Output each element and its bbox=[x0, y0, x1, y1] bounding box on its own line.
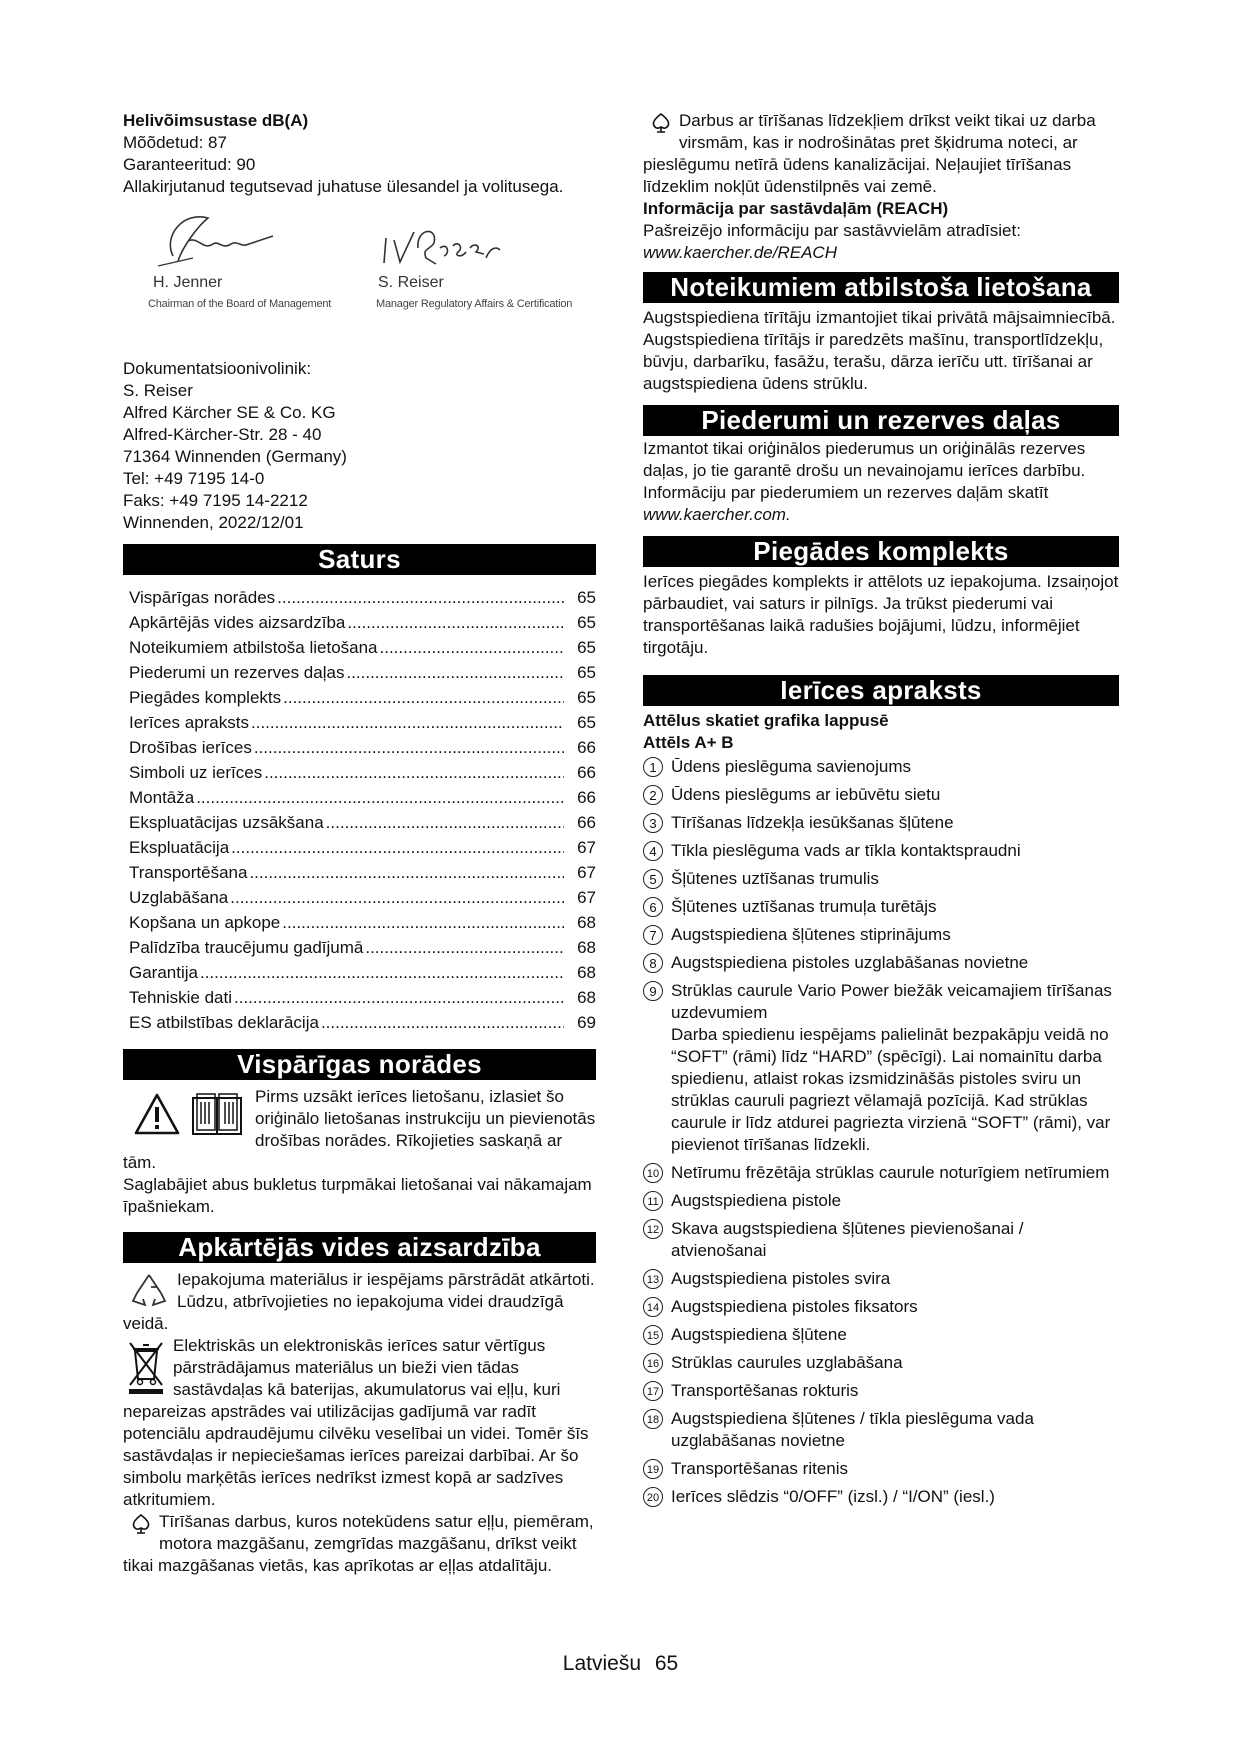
description-item bbox=[643, 952, 1119, 974]
toc-entry-label: Tehniskie dati bbox=[129, 988, 233, 1007]
description-item-text: Strūklas caurule Vario Power biežāk veicamajiem tīrīšanas uzdevumiem bbox=[671, 981, 1112, 1022]
description-heading: Ierīces apraksts bbox=[643, 675, 1119, 706]
toc-entry[interactable] bbox=[123, 885, 596, 910]
description-subtitle-2: Attēls A+ B bbox=[643, 733, 734, 752]
footer-page-number: 65 bbox=[654, 1652, 679, 1675]
signature-title-left: Chairman of the Board of Management bbox=[148, 298, 332, 310]
toc-entry-page: 68 bbox=[577, 963, 596, 982]
toc-leader-dots bbox=[321, 1010, 564, 1035]
intended-use-text-1: Augstspiediena tīrītāju izmantojiet tikai privātā mājsaimniecībā. bbox=[643, 308, 1116, 327]
contact-fax: Faks: +49 7195 14-2212 bbox=[123, 491, 308, 510]
description-list bbox=[643, 756, 1119, 1508]
item-number-badge: 16 bbox=[643, 1353, 663, 1373]
toc-entry-label: Vispārīgas norādes bbox=[129, 588, 276, 607]
detergent-text: Darbus ar tīrīšanas līdzekļiem drīkst veikt tikai uz darba virsmām, kas ir nodrošinātas pret šķidruma noteci, ar pieslēgumu netīrā ūdens kanalizācijai. Neļaujiet tīrīšanas līdzeklim nokļūt ūdenstilpnēs vai zemē. bbox=[643, 111, 1096, 196]
item-number-badge: 14 bbox=[643, 1297, 663, 1317]
toc-entry-label: Piederumi un rezerves daļas bbox=[129, 663, 345, 682]
toc-leader-dots bbox=[251, 710, 564, 735]
description-subtitle-1: Attēlus skatiet grafika lappusē bbox=[643, 711, 889, 730]
item-number-badge: 17 bbox=[643, 1381, 663, 1401]
description-item bbox=[643, 1324, 1119, 1346]
description-item-text-block bbox=[671, 1162, 1119, 1184]
description-item-text: Netīrumu frēzētāja strūklas caurule noturīgiem netīrumiem bbox=[671, 1163, 1110, 1182]
toc-entry-label: Simboli uz ierīces bbox=[129, 763, 263, 782]
page-footer bbox=[0, 1652, 1241, 1676]
toc-leader-dots bbox=[283, 685, 564, 710]
oil-drop-icon bbox=[649, 112, 673, 134]
item-number-badge: 6 bbox=[643, 897, 663, 917]
toc-leader-dots bbox=[365, 935, 564, 960]
noise-guaranteed: Garanteeritud: 90 bbox=[123, 155, 256, 174]
description-item-text: Augstspiediena pistole bbox=[671, 1191, 842, 1210]
intended-use-heading: Noteikumiem atbilstoša lietošana bbox=[643, 272, 1119, 303]
description-item-text-block bbox=[671, 896, 1119, 918]
description-item-text-block bbox=[671, 1296, 1119, 1318]
item-number-badge: 4 bbox=[643, 841, 663, 861]
description-item-text: Augstspiediena pistoles fiksators bbox=[671, 1297, 918, 1316]
description-item-text: Augstspiediena pistoles svira bbox=[671, 1269, 891, 1288]
toc-entry-page: 68 bbox=[577, 938, 596, 957]
toc-entry-page: 65 bbox=[577, 713, 596, 732]
description-item bbox=[643, 1380, 1119, 1402]
toc-leader-dots bbox=[346, 660, 564, 685]
description-item-text: Skava augstspiediena šļūtenes pievienošanai / atvienošanai bbox=[671, 1219, 1024, 1260]
toc-entry[interactable] bbox=[123, 610, 596, 635]
toc-entry-page: 66 bbox=[577, 738, 596, 757]
toc-entry-page: 69 bbox=[577, 1013, 596, 1032]
toc-entry-label: Ekspluatācijas uzsākšana bbox=[129, 813, 324, 832]
toc-entry[interactable] bbox=[123, 960, 596, 985]
toc-entry-page: 67 bbox=[577, 863, 596, 882]
description-item bbox=[643, 1268, 1119, 1290]
description-item bbox=[643, 812, 1119, 834]
toc-leader-dots bbox=[380, 635, 564, 660]
description-item-text: Šļūtenes uztīšanas trumulis bbox=[671, 869, 879, 888]
general-heading: Vispārīgas norādes bbox=[123, 1049, 596, 1080]
signature-jenner bbox=[153, 206, 293, 276]
delivery-heading: Piegādes komplekts bbox=[643, 536, 1119, 567]
description-item bbox=[643, 1408, 1119, 1452]
toc-entry-label: Montāža bbox=[129, 788, 195, 807]
item-number-badge: 13 bbox=[643, 1269, 663, 1289]
toc-entry-page: 66 bbox=[577, 813, 596, 832]
noise-measured: Mõõdetud: 87 bbox=[123, 133, 227, 152]
environment-recycle-text: Iepakojuma materiālus ir iespējams pārstrādāt atkārtoti. Lūdzu, atbrīvojieties no iepakojuma videi draudzīgā veidā. bbox=[123, 1270, 595, 1333]
signed-text: Allakirjutanud tegutsevad juhatuse ülesandel ja volitusega. bbox=[123, 177, 564, 196]
toc-leader-dots bbox=[230, 885, 564, 910]
description-item-text-block bbox=[671, 1268, 1119, 1290]
description-item-text-block bbox=[671, 812, 1119, 834]
toc-entry-page: 67 bbox=[577, 888, 596, 907]
description-item-text-block bbox=[671, 1324, 1119, 1346]
description-item-text-block bbox=[671, 980, 1119, 1156]
reach-link[interactable]: www.kaercher.de/REACH bbox=[643, 243, 837, 262]
toc-entry-label: Kopšana un apkope bbox=[129, 913, 281, 932]
oil-drop-icon bbox=[129, 1513, 153, 1535]
description-item bbox=[643, 756, 1119, 778]
warning-triangle-icon bbox=[133, 1092, 181, 1136]
toc-leader-dots bbox=[231, 835, 564, 860]
item-number-badge: 1 bbox=[643, 757, 663, 777]
description-item bbox=[643, 840, 1119, 862]
toc-entry-label: Ekspluatācija bbox=[129, 838, 230, 857]
signature-title-right: Manager Regulatory Affairs & Certification bbox=[376, 298, 573, 310]
toc-entry-label: Drošības ierīces bbox=[129, 738, 252, 757]
description-item-text-block bbox=[671, 756, 1119, 778]
toc-entry-page: 66 bbox=[577, 788, 596, 807]
environment-heading: Apkārtējās vides aizsardzība bbox=[123, 1232, 596, 1263]
description-item-text: Ierīces slēdzis “0/OFF” (izsl.) / “I/ON” (iesl.) bbox=[671, 1487, 995, 1506]
item-number-badge: 15 bbox=[643, 1325, 663, 1345]
toc-entry[interactable] bbox=[123, 760, 596, 785]
accessories-text-2: Informāciju par piederumiem un rezerves daļām skatīt bbox=[643, 483, 1049, 502]
item-number-badge: 10 bbox=[643, 1163, 663, 1183]
description-item-text-block bbox=[671, 1190, 1119, 1212]
noise-title: Helivõimsustase dB(A) bbox=[123, 111, 309, 130]
item-number-badge: 8 bbox=[643, 953, 663, 973]
manual-book-icon bbox=[189, 1090, 245, 1138]
accessories-heading: Piederumi un rezerves daļas bbox=[643, 405, 1119, 436]
toc-entry[interactable] bbox=[123, 735, 596, 760]
item-number-badge: 11 bbox=[643, 1191, 663, 1211]
toc-leader-dots bbox=[254, 735, 564, 760]
toc-entry-label: Uzglabāšana bbox=[129, 888, 229, 907]
description-item-text-block bbox=[671, 1380, 1119, 1402]
contact-tel: Tel: +49 7195 14-0 bbox=[123, 469, 265, 488]
accessories-link[interactable]: www.kaercher.com. bbox=[643, 505, 791, 524]
description-item-text: Ūdens pieslēgums ar iebūvētu sietu bbox=[671, 785, 941, 804]
toc-entry-page: 67 bbox=[577, 838, 596, 857]
description-item bbox=[643, 1352, 1119, 1374]
general-keep-text: Saglabājiet abus bukletus turpmākai lietošanai vai nākamajam īpašniekam. bbox=[123, 1175, 592, 1216]
signature-name-right: S. Reiser bbox=[378, 274, 444, 291]
description-item-text: Augstspiediena šļūtene bbox=[671, 1325, 847, 1344]
description-item bbox=[643, 1190, 1119, 1212]
footer-language: Latviešu bbox=[562, 1652, 641, 1675]
environment-block bbox=[123, 1269, 596, 1577]
toc-entry[interactable] bbox=[123, 585, 596, 610]
item-number-badge: 12 bbox=[643, 1219, 663, 1239]
toc-entry-label: Transportēšana bbox=[129, 863, 248, 882]
weee-bin-icon bbox=[127, 1339, 165, 1395]
toc-leader-dots bbox=[277, 585, 564, 610]
toc-leader-dots bbox=[326, 810, 564, 835]
item-number-badge: 19 bbox=[643, 1459, 663, 1479]
toc-entry-label: ES atbilstības deklarācija bbox=[129, 1013, 319, 1032]
item-number-badge: 5 bbox=[643, 869, 663, 889]
general-warning-text: Pirms uzsākt ierīces lietošanu, izlasiet šo oriģinālo lietošanas instrukciju un pievienotās drošības norādes. Rīkojieties saskaņā ar tām. bbox=[123, 1087, 596, 1172]
toc-leader-dots bbox=[196, 785, 564, 810]
table-of-contents bbox=[123, 585, 596, 1035]
description-item-text-block bbox=[671, 1408, 1119, 1452]
signature-reiser bbox=[378, 218, 508, 273]
toc-entry-label: Palīdzība traucējumu gadījumā bbox=[129, 938, 364, 957]
toc-leader-dots bbox=[347, 610, 564, 635]
toc-entry-page: 68 bbox=[577, 988, 596, 1007]
toc-leader-dots bbox=[264, 760, 564, 785]
description-item bbox=[643, 1218, 1119, 1262]
description-item-text: Augstspiediena šļūtenes stiprinājums bbox=[671, 925, 951, 944]
reach-title: Informācija par sastāvdaļām (REACH) bbox=[643, 199, 949, 218]
toc-entry-label: Ierīces apraksts bbox=[129, 713, 249, 732]
contact-name: S. Reiser bbox=[123, 381, 193, 400]
item-number-badge: 2 bbox=[643, 785, 663, 805]
toc-entry-label: Apkārtējās vides aizsardzība bbox=[129, 613, 346, 632]
description-item bbox=[643, 924, 1119, 946]
description-item-detail: Darba spiedienu iespējams palielināt bezpakāpju veidā no “SOFT” (rāmi) līdz “HARD” (spēcīgi). Lai nomainītu darba spiedienu, atlaist rokas izsmidzināšās pistoles sviru un strūklas cauruli pagriezt vēlamajā pozīcijā. Kad strūklas caurule ir līdz atdurei pagriezta virzienā “SOFT” (rāmi), var pievienot tīrīšanas līdzekli. bbox=[671, 1025, 1111, 1154]
description-item-text-block bbox=[671, 1352, 1119, 1374]
toc-entry-page: 65 bbox=[577, 663, 596, 682]
toc-entry-label: Garantija bbox=[129, 963, 198, 982]
accessories-text-1: Izmantot tikai oriģinālos piederumus un oriģinālās rezerves daļas, jo tie garantē drošu un nevainojamu ierīces darbību. bbox=[643, 439, 1086, 480]
description-item-text: Tīkla pieslēguma vads ar tīkla kontaktspraudni bbox=[671, 841, 1021, 860]
description-item-text-block bbox=[671, 784, 1119, 806]
description-item bbox=[643, 896, 1119, 918]
description-item-text: Ūdens pieslēguma savienojums bbox=[671, 757, 912, 776]
toc-entry[interactable] bbox=[123, 1010, 596, 1035]
toc-heading: Saturs bbox=[123, 544, 596, 575]
description-item-text: Transportēšanas rokturis bbox=[671, 1381, 859, 1400]
recycle-icon bbox=[129, 1271, 169, 1311]
description-item-text: Tīrīšanas līdzekļa iesūkšanas šļūtene bbox=[671, 813, 954, 832]
description-item-text: Transportēšanas ritenis bbox=[671, 1459, 849, 1478]
description-item-text-block bbox=[671, 1218, 1119, 1262]
toc-entry-page: 65 bbox=[577, 638, 596, 657]
description-item-text: Augstspiediena pistoles uzglabāšanas novietne bbox=[671, 953, 1029, 972]
contact-street: Alfred-Kärcher-Str. 28 - 40 bbox=[123, 425, 322, 444]
toc-entry-page: 68 bbox=[577, 913, 596, 932]
delivery-text: Ierīces piegādes komplekts ir attēlots uz iepakojuma. Izsaiņojot pārbaudiet, vai saturs ir pilnīgs. Ja trūkst piederumi vai transportēšanas laikā radušies bojājumi, lūdzu, informējiet tirgotāju. bbox=[643, 572, 1119, 657]
left-column bbox=[123, 110, 596, 1577]
description-item-text-block bbox=[671, 1486, 1119, 1508]
toc-entry[interactable] bbox=[123, 935, 596, 960]
general-warning-block bbox=[123, 1086, 596, 1218]
contact-company: Alfred Kärcher SE & Co. KG bbox=[123, 403, 336, 422]
toc-leader-dots bbox=[234, 985, 564, 1010]
contact-block bbox=[123, 358, 596, 534]
item-number-badge: 18 bbox=[643, 1409, 663, 1429]
item-number-badge: 3 bbox=[643, 813, 663, 833]
environment-weee-text: Elektriskās un elektroniskās ierīces satur vērtīgus pārstrādājamus materiālus un bieži vien tādas sastāvdaļas kā baterijas, akumulatorus vai eļļu, kuri nepareizas apstrādes vai utilizācijas gadījumā var radīt potenciālu apdraudējumu cilvēku veselībai un videi. Tomēr šīs sastāvdaļas ir nepieciešamas ierīces pareizai darbībai. Ar šo simbolu marķētās ierīces nedrīkst izmest kopā ar sadzīves atkritumiem. bbox=[123, 1336, 589, 1509]
toc-entry[interactable] bbox=[123, 985, 596, 1010]
description-item-text: Strūklas caurules uzglabāšana bbox=[671, 1353, 903, 1372]
description-item-text-block bbox=[671, 868, 1119, 890]
toc-entry[interactable] bbox=[123, 635, 596, 660]
toc-entry[interactable] bbox=[123, 835, 596, 860]
toc-entry[interactable] bbox=[123, 660, 596, 685]
signature-name-left: H. Jenner bbox=[153, 274, 223, 291]
toc-entry[interactable] bbox=[123, 785, 596, 810]
intended-use-text-2: Augstspiediena tīrītājs ir paredzēts mašīnu, transportlīdzekļu, būvju, darbarīku, fasāžu, terašu, dārza ierīču utt. tīrīšanai ar augstspiediena ūdens strūklu. bbox=[643, 330, 1104, 393]
item-number-badge: 7 bbox=[643, 925, 663, 945]
toc-entry-page: 66 bbox=[577, 763, 596, 782]
toc-entry[interactable] bbox=[123, 910, 596, 935]
environment-oil-text: Tīrīšanas darbus, kuros notekūdens satur eļļu, piemēram, motora mazgāšanu, zemgrīdas mazgāšanu, drīkst veikt tikai mazgāšanas vietās, kas aprīkotas ar eļļas atdalītāju. bbox=[123, 1512, 594, 1575]
description-item-text: Augstspiediena šļūtenes / tīkla pieslēguma vada uzglabāšanas novietne bbox=[671, 1409, 1034, 1450]
contact-date: Winnenden, 2022/12/01 bbox=[123, 513, 304, 532]
description-item bbox=[643, 1162, 1119, 1184]
description-item bbox=[643, 1296, 1119, 1318]
description-item bbox=[643, 784, 1119, 806]
toc-entry-label: Piegādes komplekts bbox=[129, 688, 282, 707]
toc-entry[interactable] bbox=[123, 810, 596, 835]
description-item-text-block bbox=[671, 952, 1119, 974]
toc-entry-page: 65 bbox=[577, 613, 596, 632]
signature-area bbox=[123, 198, 596, 324]
toc-entry-page: 65 bbox=[577, 588, 596, 607]
right-column bbox=[643, 110, 1119, 1514]
description-item-text: Šļūtenes uztīšanas trumuļa turētājs bbox=[671, 897, 937, 916]
item-number-badge: 20 bbox=[643, 1487, 663, 1507]
toc-leader-dots bbox=[282, 910, 564, 935]
toc-entry-page: 65 bbox=[577, 688, 596, 707]
description-item bbox=[643, 1458, 1119, 1480]
description-item-text-block bbox=[671, 924, 1119, 946]
toc-leader-dots bbox=[200, 960, 564, 985]
description-item bbox=[643, 868, 1119, 890]
toc-entry-label: Noteikumiem atbilstoša lietošana bbox=[129, 638, 378, 657]
toc-leader-dots bbox=[249, 860, 564, 885]
description-item bbox=[643, 980, 1119, 1156]
contact-label: Dokumentatsioonivolinik: bbox=[123, 359, 312, 378]
toc-entry[interactable] bbox=[123, 710, 596, 735]
toc-entry[interactable] bbox=[123, 860, 596, 885]
item-number-badge: 9 bbox=[643, 981, 663, 1001]
reach-text: Pašreizējo informāciju par sastāvvielām atradīsiet: bbox=[643, 221, 1021, 240]
toc-entry[interactable] bbox=[123, 685, 596, 710]
description-item bbox=[643, 1486, 1119, 1508]
description-item-text-block bbox=[671, 1458, 1119, 1480]
description-item-text-block bbox=[671, 840, 1119, 862]
contact-city: 71364 Winnenden (Germany) bbox=[123, 447, 347, 466]
